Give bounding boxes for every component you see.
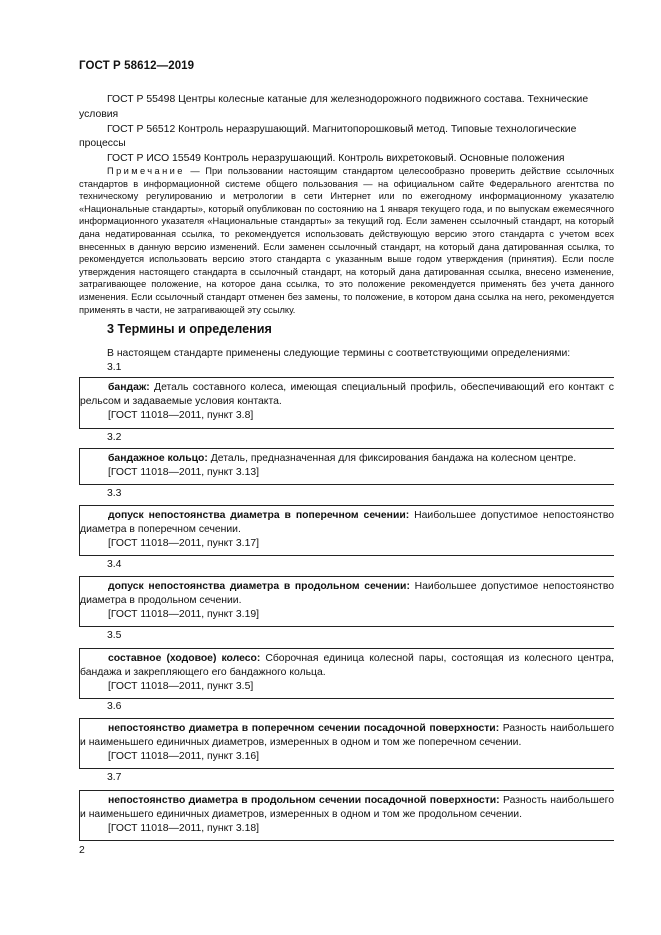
- term-source: [ГОСТ 11018—2011, пункт 3.17]: [108, 538, 260, 550]
- reference-item: ГОСТ Р 55498 Центры колесные катаные для железнодорожного подвижного состава. Технические условия: [79, 94, 589, 120]
- term-definition: Разность наибольшего и наименьшего единичных диаметров, измеренных в одном и том же продольном сечении.: [80, 795, 614, 821]
- term-source: [ГОСТ 11018—2011, пункт 3.8]: [108, 410, 254, 422]
- term-definition: Сборочная единица колесной пары, состоящая из колесного центра, бандажа и закрепляющего его бандажного кольца.: [80, 653, 614, 679]
- section-title: 3 Термины и определения: [107, 322, 272, 336]
- reference-item: ГОСТ Р ИСО 15549 Контроль неразрушающий. Контроль вихретоковый. Основные положения: [107, 153, 565, 165]
- term-name: допуск непостоянства диаметра в продольном сечении:: [108, 581, 410, 592]
- term-entry: [79, 790, 614, 841]
- term-name: бандажное кольцо:: [108, 453, 208, 464]
- page-number: 2: [79, 845, 85, 856]
- term-number: 3.3: [107, 488, 122, 499]
- note-block: [79, 165, 614, 316]
- note-label: Примечание: [107, 166, 185, 176]
- term-number: 3.2: [107, 432, 122, 443]
- term-entry: [79, 448, 614, 485]
- term-number: 3.1: [107, 362, 122, 373]
- term-entry: [79, 576, 614, 627]
- term-definition: Деталь, предназначенная для фиксирования бандажа на колесном центре.: [207, 453, 577, 464]
- term-number: 3.6: [107, 701, 122, 712]
- term-name: непостоянство диаметра в продольном сечении посадочной поверхности:: [108, 795, 500, 806]
- term-name: составное (ходовое) колесо:: [108, 653, 261, 664]
- term-entry: [79, 718, 614, 769]
- term-name: допуск непостоянства диаметра в поперечном сечении:: [108, 510, 410, 521]
- normative-references-list: [79, 93, 614, 167]
- term-number: 3.5: [107, 630, 122, 641]
- term-source: [ГОСТ 11018—2011, пункт 3.19]: [108, 609, 260, 621]
- term-entry: [79, 505, 614, 556]
- term-number: 3.7: [107, 772, 122, 783]
- term-definition: Наибольшее допустимое непостоянство диаметра в продольном сечении.: [80, 581, 614, 607]
- term-definition: Деталь составного колеса, имеющая специальный профиль, обеспечивающий его контакт с рельсом и задаваемые условия контакта.: [80, 382, 614, 408]
- term-source: [ГОСТ 11018—2011, пункт 3.16]: [108, 751, 260, 763]
- term-definition: Наибольшее допустимое непостоянство диаметра в поперечном сечении.: [80, 510, 614, 536]
- term-entry: [79, 377, 614, 429]
- term-source: [ГОСТ 11018—2011, пункт 3.18]: [108, 823, 260, 835]
- note-text: — При пользовании настоящим стандартом целесообразно проверить действие ссылочных стандартов в информационной системе общего пользования — на официальном сайте Федерального агентства по техническому регулированию и метрологии в сети Интернет или по ежегодному информационному указателю «Национальные стандарты», который опубликован по состоянию на 1 января текущего года, и по выпускам ежемесячного информационного указателя «Национальные стандарты» за текущий год. Если заменен ссылочный стандарт, на который дана недатированная ссылка, то рекомендуется использовать действующую версию этого стандарта с учетом всех внесенных в данную версию изменений. Если заменен ссылочный стандарт, на который дана датированная ссылка, то рекомендуется использовать версию этого стандарта с указанным выше годом утверждения (принятия). Если после утверждения настоящего стандарта в ссылочный стандарт, на который дана датированная ссылка, внесено изменение, затрагивающее положение, на которое дана ссылка, то это положение рекомендуется применять без учета данного изменения. Если ссылочный стандарт отменен без замены, то положение, в котором дана ссылка на него, рекомендуется применять в части, не затрагивающей эту ссылку.: [79, 166, 614, 315]
- reference-item: ГОСТ Р 56512 Контроль неразрушающий. Магнитопорошковый метод. Типовые технологические процессы: [79, 123, 577, 150]
- term-name: непостоянство диаметра в поперечном сечении посадочной поверхности:: [108, 723, 500, 734]
- term-definition: Разность наибольшего и наименьшего единичных диаметров, измеренных в одном и том же поперечном сечении.: [80, 723, 614, 749]
- document-code-header: ГОСТ Р 58612—2019: [79, 60, 195, 72]
- term-source: [ГОСТ 11018—2011, пункт 3.5]: [108, 681, 254, 693]
- section-intro: В настоящем стандарте применены следующие термины с соответствующими определениями:: [107, 348, 571, 359]
- term-name: бандаж:: [108, 382, 150, 393]
- term-entry: [79, 648, 614, 699]
- term-number: 3.4: [107, 559, 122, 570]
- term-source: [ГОСТ 11018—2011, пункт 3.13]: [108, 467, 260, 479]
